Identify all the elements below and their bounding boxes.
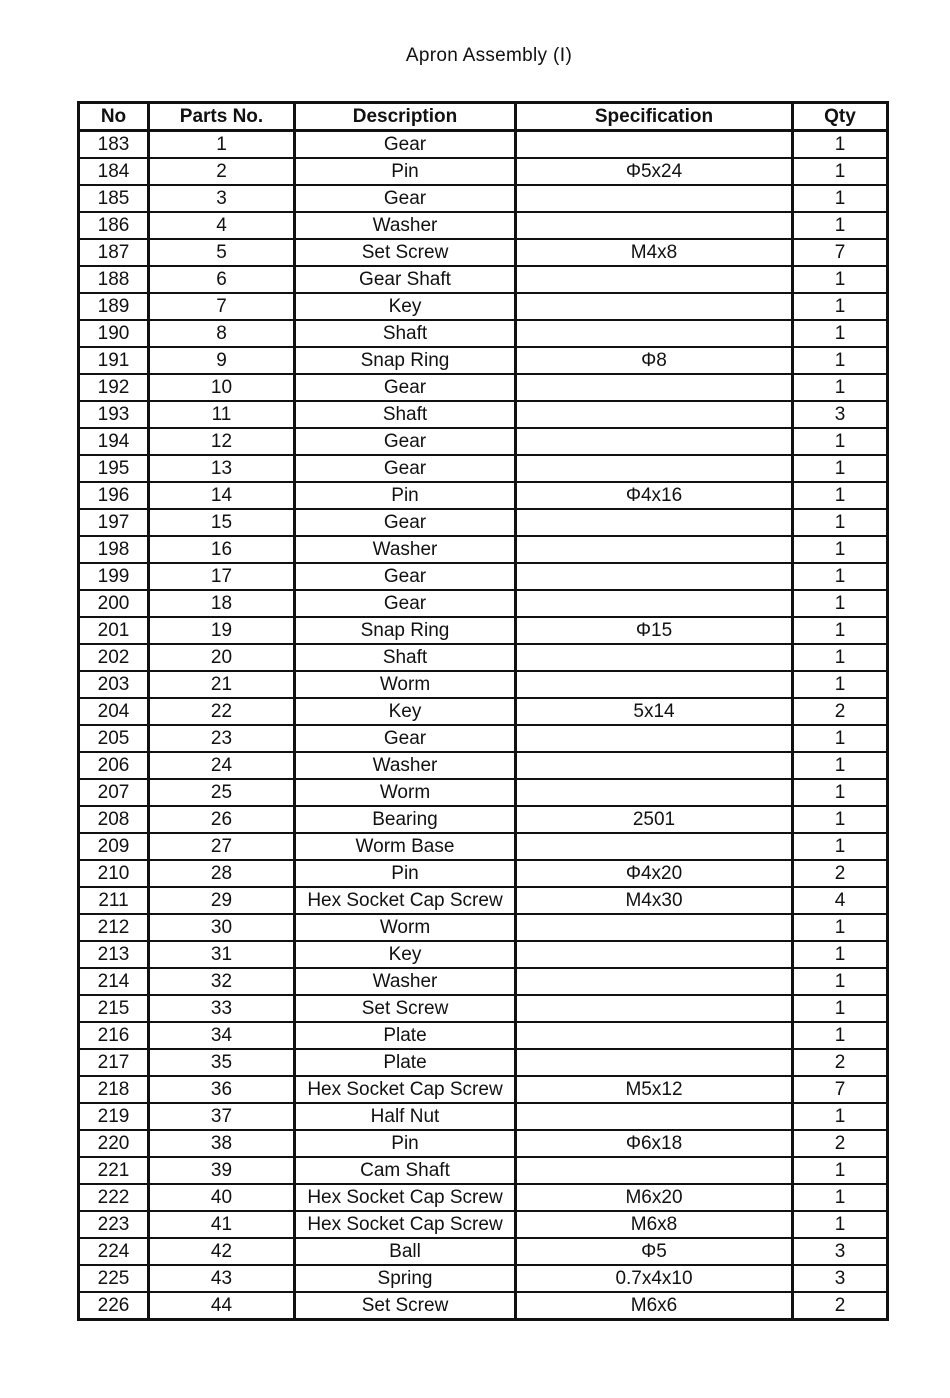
- table-row: [79, 941, 888, 968]
- cell-no: 211: [79, 887, 149, 914]
- cell-parts-no: 10: [149, 374, 295, 401]
- table-row: [79, 914, 888, 941]
- cell-parts-no: 11: [149, 401, 295, 428]
- cell-specification: [516, 428, 793, 455]
- cell-qty: 1: [793, 1022, 888, 1049]
- cell-parts-no: 27: [149, 833, 295, 860]
- cell-qty: 1: [793, 1211, 888, 1238]
- table-row: [79, 779, 888, 806]
- cell-specification: [516, 671, 793, 698]
- cell-no: 191: [79, 347, 149, 374]
- column-header-no: No: [79, 103, 149, 131]
- cell-parts-no: 41: [149, 1211, 295, 1238]
- cell-specification: [516, 833, 793, 860]
- cell-specification: [516, 1022, 793, 1049]
- table-row: [79, 266, 888, 293]
- cell-parts-no: 34: [149, 1022, 295, 1049]
- table-row: [79, 995, 888, 1022]
- cell-no: 188: [79, 266, 149, 293]
- cell-parts-no: 35: [149, 1049, 295, 1076]
- cell-qty: 2: [793, 1292, 888, 1320]
- cell-parts-no: 4: [149, 212, 295, 239]
- cell-qty: 1: [793, 617, 888, 644]
- cell-parts-no: 8: [149, 320, 295, 347]
- cell-no: 215: [79, 995, 149, 1022]
- cell-description: Worm Base: [295, 833, 516, 860]
- cell-description: Cam Shaft: [295, 1157, 516, 1184]
- cell-no: 207: [79, 779, 149, 806]
- cell-specification: M4x30: [516, 887, 793, 914]
- cell-specification: Φ5: [516, 1238, 793, 1265]
- table-row: [79, 806, 888, 833]
- table-row: [79, 212, 888, 239]
- table-row: [79, 1157, 888, 1184]
- table-row: [79, 1049, 888, 1076]
- table-row: [79, 482, 888, 509]
- cell-description: Set Screw: [295, 1292, 516, 1320]
- cell-no: 184: [79, 158, 149, 185]
- cell-specification: [516, 212, 793, 239]
- cell-qty: 1: [793, 185, 888, 212]
- cell-specification: [516, 1049, 793, 1076]
- cell-parts-no: 20: [149, 644, 295, 671]
- cell-parts-no: 5: [149, 239, 295, 266]
- cell-specification: Φ8: [516, 347, 793, 374]
- cell-no: 186: [79, 212, 149, 239]
- cell-description: Gear: [295, 509, 516, 536]
- cell-parts-no: 33: [149, 995, 295, 1022]
- cell-no: 210: [79, 860, 149, 887]
- cell-parts-no: 22: [149, 698, 295, 725]
- table-row: [79, 509, 888, 536]
- cell-parts-no: 26: [149, 806, 295, 833]
- table-row: [79, 239, 888, 266]
- cell-qty: 2: [793, 698, 888, 725]
- cell-qty: 1: [793, 536, 888, 563]
- column-header-description: Description: [295, 103, 516, 131]
- cell-description: Washer: [295, 968, 516, 995]
- cell-parts-no: 39: [149, 1157, 295, 1184]
- cell-description: Key: [295, 698, 516, 725]
- cell-parts-no: 28: [149, 860, 295, 887]
- header-row: [79, 103, 888, 131]
- column-header-parts-no: Parts No.: [149, 103, 295, 131]
- cell-qty: 2: [793, 1049, 888, 1076]
- cell-description: Pin: [295, 158, 516, 185]
- cell-parts-no: 17: [149, 563, 295, 590]
- cell-no: 199: [79, 563, 149, 590]
- cell-qty: 1: [793, 563, 888, 590]
- cell-no: 203: [79, 671, 149, 698]
- table-row: [79, 1211, 888, 1238]
- cell-qty: 1: [793, 752, 888, 779]
- table-row: [79, 698, 888, 725]
- cell-specification: M4x8: [516, 239, 793, 266]
- cell-description: Spring: [295, 1265, 516, 1292]
- cell-qty: 1: [793, 833, 888, 860]
- table-row: [79, 131, 888, 159]
- cell-specification: [516, 752, 793, 779]
- cell-parts-no: 37: [149, 1103, 295, 1130]
- cell-parts-no: 38: [149, 1130, 295, 1157]
- cell-description: Hex Socket Cap Screw: [295, 1076, 516, 1103]
- cell-specification: Φ4x20: [516, 860, 793, 887]
- table-row: [79, 752, 888, 779]
- table-row: [79, 644, 888, 671]
- table-row: [79, 347, 888, 374]
- cell-parts-no: 16: [149, 536, 295, 563]
- cell-parts-no: 6: [149, 266, 295, 293]
- cell-specification: [516, 320, 793, 347]
- table-row: [79, 1022, 888, 1049]
- cell-qty: 1: [793, 509, 888, 536]
- cell-qty: 1: [793, 131, 888, 159]
- table-row: [79, 1292, 888, 1320]
- table-row: [79, 833, 888, 860]
- cell-specification: [516, 536, 793, 563]
- cell-parts-no: 24: [149, 752, 295, 779]
- table-row: [79, 158, 888, 185]
- cell-parts-no: 13: [149, 455, 295, 482]
- cell-qty: 1: [793, 158, 888, 185]
- table-row: [79, 185, 888, 212]
- cell-qty: 1: [793, 968, 888, 995]
- table-row: [79, 1076, 888, 1103]
- cell-description: Key: [295, 293, 516, 320]
- cell-no: 216: [79, 1022, 149, 1049]
- cell-parts-no: 3: [149, 185, 295, 212]
- cell-no: 208: [79, 806, 149, 833]
- cell-no: 223: [79, 1211, 149, 1238]
- cell-description: Gear: [295, 428, 516, 455]
- cell-no: 204: [79, 698, 149, 725]
- cell-specification: M5x12: [516, 1076, 793, 1103]
- cell-parts-no: 40: [149, 1184, 295, 1211]
- cell-parts-no: 42: [149, 1238, 295, 1265]
- cell-qty: 1: [793, 914, 888, 941]
- cell-parts-no: 7: [149, 293, 295, 320]
- cell-specification: [516, 509, 793, 536]
- table-row: [79, 401, 888, 428]
- cell-qty: 1: [793, 590, 888, 617]
- cell-description: Plate: [295, 1049, 516, 1076]
- cell-no: 217: [79, 1049, 149, 1076]
- cell-specification: 5x14: [516, 698, 793, 725]
- cell-no: 185: [79, 185, 149, 212]
- cell-description: Gear: [295, 725, 516, 752]
- cell-no: 200: [79, 590, 149, 617]
- cell-specification: M6x8: [516, 1211, 793, 1238]
- cell-parts-no: 19: [149, 617, 295, 644]
- cell-specification: [516, 374, 793, 401]
- cell-qty: 1: [793, 374, 888, 401]
- cell-qty: 1: [793, 941, 888, 968]
- table-row: [79, 1130, 888, 1157]
- cell-specification: 0.7x4x10: [516, 1265, 793, 1292]
- cell-qty: 1: [793, 293, 888, 320]
- cell-description: Set Screw: [295, 239, 516, 266]
- cell-qty: 1: [793, 671, 888, 698]
- table-body: [79, 131, 888, 1320]
- cell-description: Gear: [295, 374, 516, 401]
- cell-description: Worm: [295, 914, 516, 941]
- cell-qty: 3: [793, 1238, 888, 1265]
- cell-description: Gear: [295, 563, 516, 590]
- cell-specification: [516, 1157, 793, 1184]
- cell-description: Key: [295, 941, 516, 968]
- cell-no: 187: [79, 239, 149, 266]
- cell-no: 205: [79, 725, 149, 752]
- cell-description: Shaft: [295, 320, 516, 347]
- cell-parts-no: 12: [149, 428, 295, 455]
- cell-no: 201: [79, 617, 149, 644]
- cell-no: 202: [79, 644, 149, 671]
- cell-specification: Φ4x16: [516, 482, 793, 509]
- cell-parts-no: 36: [149, 1076, 295, 1103]
- cell-qty: 3: [793, 1265, 888, 1292]
- cell-parts-no: 23: [149, 725, 295, 752]
- page-title: Apron Assembly (Ⅰ): [405, 45, 573, 66]
- cell-no: 196: [79, 482, 149, 509]
- cell-description: Gear Shaft: [295, 266, 516, 293]
- cell-no: 193: [79, 401, 149, 428]
- cell-description: Ball: [295, 1238, 516, 1265]
- cell-specification: 2501: [516, 806, 793, 833]
- cell-qty: 4: [793, 887, 888, 914]
- cell-specification: [516, 131, 793, 159]
- cell-description: Washer: [295, 536, 516, 563]
- cell-description: Pin: [295, 860, 516, 887]
- cell-specification: M6x6: [516, 1292, 793, 1320]
- cell-qty: 1: [793, 779, 888, 806]
- table-row: [79, 725, 888, 752]
- cell-specification: [516, 725, 793, 752]
- cell-qty: 1: [793, 1103, 888, 1130]
- cell-specification: Φ6x18: [516, 1130, 793, 1157]
- table-row: [79, 536, 888, 563]
- cell-parts-no: 9: [149, 347, 295, 374]
- cell-qty: 1: [793, 455, 888, 482]
- cell-no: 190: [79, 320, 149, 347]
- cell-description: Worm: [295, 671, 516, 698]
- cell-description: Set Screw: [295, 995, 516, 1022]
- cell-description: Bearing: [295, 806, 516, 833]
- cell-description: Hex Socket Cap Screw: [295, 887, 516, 914]
- cell-parts-no: 2: [149, 158, 295, 185]
- cell-qty: 1: [793, 428, 888, 455]
- cell-specification: Φ5x24: [516, 158, 793, 185]
- table-row: [79, 293, 888, 320]
- cell-description: Snap Ring: [295, 347, 516, 374]
- cell-no: 226: [79, 1292, 149, 1320]
- cell-qty: 2: [793, 1130, 888, 1157]
- table-row: [79, 563, 888, 590]
- cell-no: 221: [79, 1157, 149, 1184]
- table-row: [79, 1265, 888, 1292]
- cell-no: 206: [79, 752, 149, 779]
- table-row: [79, 455, 888, 482]
- cell-no: 213: [79, 941, 149, 968]
- cell-no: 195: [79, 455, 149, 482]
- cell-description: Snap Ring: [295, 617, 516, 644]
- cell-specification: [516, 293, 793, 320]
- cell-no: 222: [79, 1184, 149, 1211]
- cell-qty: 7: [793, 239, 888, 266]
- cell-description: Washer: [295, 752, 516, 779]
- cell-qty: 1: [793, 995, 888, 1022]
- cell-qty: 1: [793, 212, 888, 239]
- cell-specification: [516, 914, 793, 941]
- table-row: [79, 671, 888, 698]
- cell-parts-no: 14: [149, 482, 295, 509]
- table-row: [79, 860, 888, 887]
- cell-qty: 2: [793, 860, 888, 887]
- cell-parts-no: 43: [149, 1265, 295, 1292]
- cell-parts-no: 18: [149, 590, 295, 617]
- cell-qty: 7: [793, 1076, 888, 1103]
- cell-qty: 3: [793, 401, 888, 428]
- parts-table: [77, 101, 889, 1321]
- cell-description: Pin: [295, 482, 516, 509]
- cell-no: 192: [79, 374, 149, 401]
- table-row: [79, 1103, 888, 1130]
- cell-description: Gear: [295, 590, 516, 617]
- table-row: [79, 1184, 888, 1211]
- cell-no: 220: [79, 1130, 149, 1157]
- cell-no: 198: [79, 536, 149, 563]
- cell-parts-no: 15: [149, 509, 295, 536]
- table-row: [79, 968, 888, 995]
- table-header: [79, 103, 888, 131]
- cell-description: Pin: [295, 1130, 516, 1157]
- cell-no: 212: [79, 914, 149, 941]
- cell-specification: [516, 995, 793, 1022]
- cell-no: 189: [79, 293, 149, 320]
- cell-specification: [516, 266, 793, 293]
- cell-description: Gear: [295, 185, 516, 212]
- cell-specification: [516, 590, 793, 617]
- cell-specification: M6x20: [516, 1184, 793, 1211]
- cell-description: Gear: [295, 455, 516, 482]
- cell-specification: [516, 779, 793, 806]
- cell-specification: [516, 1103, 793, 1130]
- cell-specification: [516, 968, 793, 995]
- cell-parts-no: 25: [149, 779, 295, 806]
- cell-qty: 1: [793, 1157, 888, 1184]
- cell-description: Worm: [295, 779, 516, 806]
- cell-no: 225: [79, 1265, 149, 1292]
- column-header-specification: Specification: [516, 103, 793, 131]
- cell-parts-no: 1: [149, 131, 295, 159]
- cell-no: 224: [79, 1238, 149, 1265]
- cell-specification: [516, 941, 793, 968]
- cell-no: 219: [79, 1103, 149, 1130]
- cell-no: 197: [79, 509, 149, 536]
- cell-qty: 1: [793, 347, 888, 374]
- table-row: [79, 887, 888, 914]
- cell-no: 194: [79, 428, 149, 455]
- cell-description: Half Nut: [295, 1103, 516, 1130]
- cell-description: Shaft: [295, 401, 516, 428]
- column-header-qty: Qty: [793, 103, 888, 131]
- cell-parts-no: 32: [149, 968, 295, 995]
- table-row: [79, 320, 888, 347]
- cell-no: 218: [79, 1076, 149, 1103]
- cell-parts-no: 29: [149, 887, 295, 914]
- cell-description: Gear: [295, 131, 516, 159]
- table-row: [79, 374, 888, 401]
- cell-qty: 1: [793, 644, 888, 671]
- cell-description: Washer: [295, 212, 516, 239]
- table-row: [79, 428, 888, 455]
- cell-description: Shaft: [295, 644, 516, 671]
- cell-parts-no: 31: [149, 941, 295, 968]
- cell-description: Plate: [295, 1022, 516, 1049]
- cell-qty: 1: [793, 320, 888, 347]
- cell-specification: [516, 401, 793, 428]
- cell-parts-no: 21: [149, 671, 295, 698]
- cell-specification: [516, 563, 793, 590]
- cell-qty: 1: [793, 266, 888, 293]
- table-row: [79, 1238, 888, 1265]
- cell-qty: 1: [793, 482, 888, 509]
- cell-no: 209: [79, 833, 149, 860]
- cell-specification: [516, 644, 793, 671]
- cell-no: 183: [79, 131, 149, 159]
- cell-qty: 1: [793, 725, 888, 752]
- cell-parts-no: 44: [149, 1292, 295, 1320]
- cell-qty: 1: [793, 1184, 888, 1211]
- table-row: [79, 590, 888, 617]
- cell-specification: Φ15: [516, 617, 793, 644]
- cell-no: 214: [79, 968, 149, 995]
- table-row: [79, 617, 888, 644]
- cell-qty: 1: [793, 806, 888, 833]
- cell-description: Hex Socket Cap Screw: [295, 1184, 516, 1211]
- cell-parts-no: 30: [149, 914, 295, 941]
- cell-specification: [516, 185, 793, 212]
- cell-description: Hex Socket Cap Screw: [295, 1211, 516, 1238]
- cell-specification: [516, 455, 793, 482]
